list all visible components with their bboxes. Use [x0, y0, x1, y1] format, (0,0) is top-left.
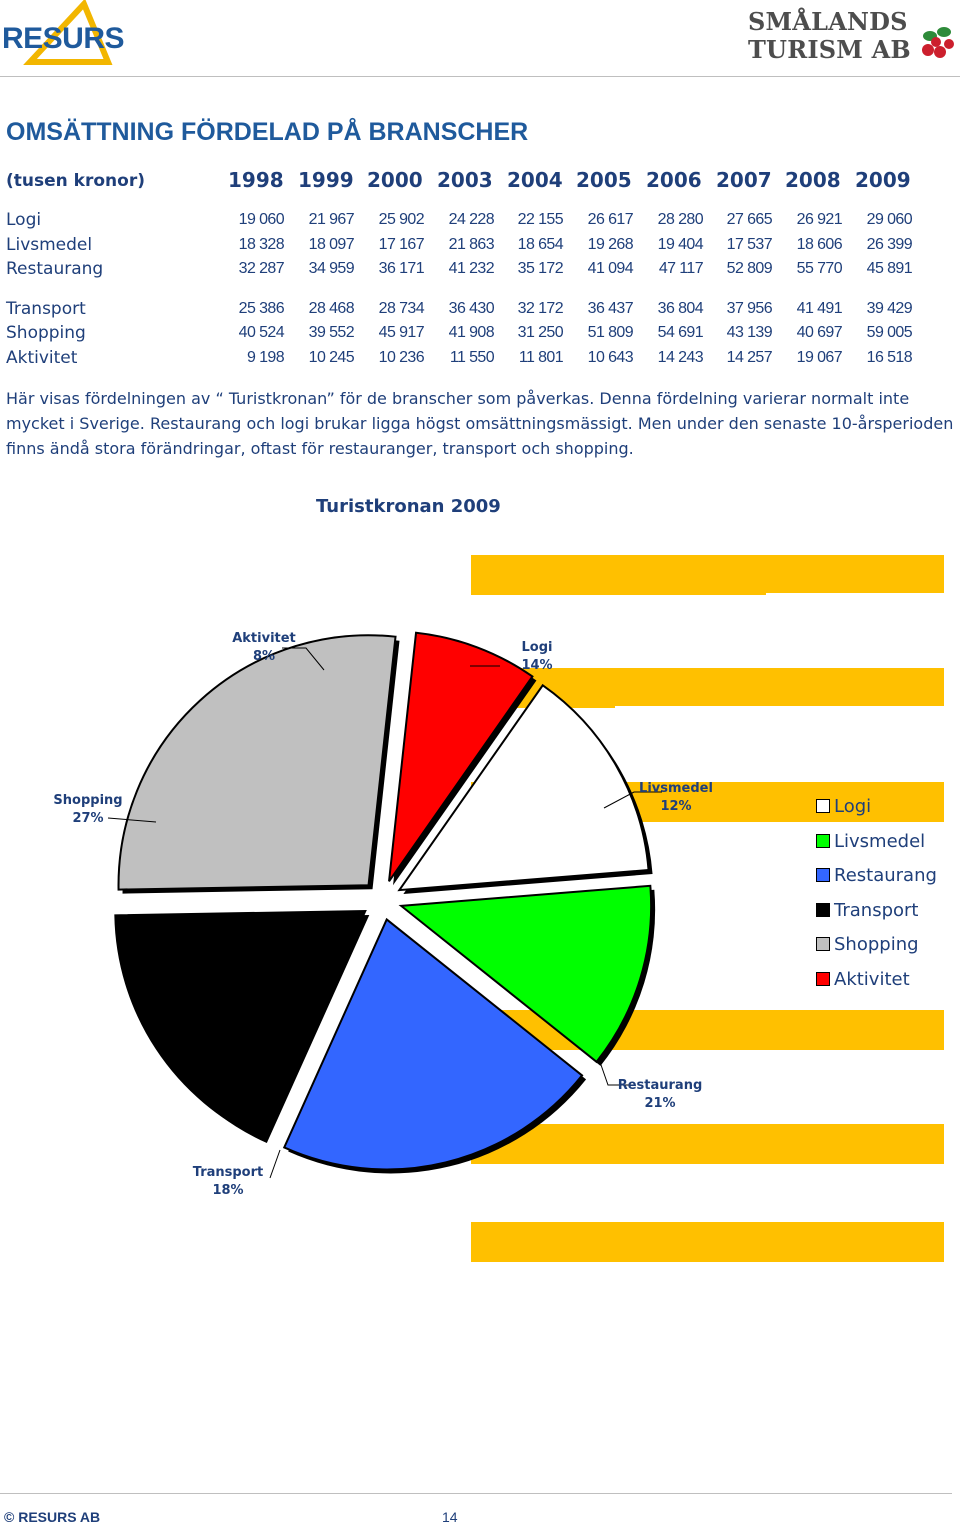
- table-cell: 18 654: [517, 236, 563, 253]
- row-label: Livsmedel: [6, 235, 93, 255]
- table-cell: 11 550: [449, 349, 494, 366]
- slice-label-livsmedel: [630, 780, 722, 816]
- row-label: Logi: [6, 210, 42, 230]
- chart-band: [471, 555, 944, 595]
- row-label: Restaurang: [6, 259, 104, 279]
- table-cell: 36 437: [587, 300, 633, 317]
- table-cell: 41 094: [587, 260, 633, 277]
- legend-item-logi: [816, 796, 871, 817]
- page-number: 14: [442, 1509, 458, 1525]
- header-divider: [0, 76, 960, 77]
- slice-label-percent: 12%: [660, 799, 692, 814]
- slice-label-name: Transport: [192, 1165, 264, 1180]
- legend-swatch: [816, 903, 830, 917]
- table-cell: 39 429: [866, 300, 912, 317]
- footer-divider: [0, 1493, 952, 1494]
- legend-label: Aktivitet: [834, 969, 910, 990]
- slice-label-percent: 27%: [72, 811, 104, 826]
- table-cell: 14 257: [726, 349, 772, 366]
- year-header: 2003: [437, 168, 493, 192]
- table-cell: 51 809: [587, 324, 633, 341]
- legend-label: Restaurang: [834, 865, 937, 886]
- slice-label-percent: 18%: [212, 1183, 244, 1198]
- chart-band: [471, 1222, 944, 1262]
- table-cell: 27 665: [726, 211, 772, 228]
- slice-label-name: Aktivitet: [232, 631, 296, 646]
- legend-swatch: [816, 972, 830, 986]
- table-cell: 24 228: [448, 211, 494, 228]
- table-cell: 22 155: [517, 211, 563, 228]
- slice-label-percent: 8%: [252, 649, 276, 664]
- table-cell: 40 697: [796, 324, 842, 341]
- footer-copyright: © RESURS AB: [4, 1509, 101, 1525]
- lingonberry-icon: [916, 16, 956, 66]
- table-cell: 29 060: [866, 211, 912, 228]
- legend-swatch: [816, 834, 830, 848]
- slice-label-name: Restaurang: [617, 1078, 703, 1093]
- resurs-logo-text: RESURS: [2, 22, 125, 55]
- legend-item-aktivitet: [816, 969, 910, 990]
- slice-label-name: Livsmedel: [639, 781, 713, 796]
- table-cell: 36 804: [657, 300, 703, 317]
- slice-label-transport: [186, 1164, 270, 1200]
- table-cell: 41 491: [796, 300, 842, 317]
- smalands-logo-line1: SMÅLANDS: [748, 7, 908, 36]
- smalands-turism-logo: [748, 7, 958, 70]
- table-cell: 21 967: [308, 211, 354, 228]
- table-cell: 28 280: [657, 211, 703, 228]
- legend-label: Livsmedel: [834, 831, 926, 852]
- table-cell: 39 552: [308, 324, 354, 341]
- slice-label-aktivitet: [222, 630, 306, 666]
- row-label: Transport: [6, 299, 86, 319]
- table-cell: 10 245: [308, 349, 354, 366]
- table-cell: 18 606: [796, 236, 842, 253]
- table-cell: 17 167: [378, 236, 424, 253]
- table-cell: 11 801: [518, 349, 563, 366]
- slice-leader-transport: [270, 1150, 280, 1178]
- table-cell: 41 232: [448, 260, 494, 277]
- table-cell: 52 809: [726, 260, 772, 277]
- table-cell: 18 328: [238, 236, 284, 253]
- table-cell: 19 060: [238, 211, 284, 228]
- chart-title: Turistkronan 2009: [316, 496, 501, 517]
- slice-label-name: Shopping: [53, 793, 123, 808]
- chart-band-gap: [766, 593, 944, 595]
- table-cell: 45 891: [866, 260, 912, 277]
- table-cell: 14 243: [657, 349, 703, 366]
- table-cell: 59 005: [866, 324, 912, 341]
- year-header: 1999: [298, 168, 354, 192]
- table-cell: 35 172: [517, 260, 563, 277]
- table-cell: 17 537: [726, 236, 772, 253]
- year-header: 2009: [855, 168, 911, 192]
- table-cell: 36 430: [448, 300, 494, 317]
- legend-label: Logi: [834, 796, 872, 817]
- year-header: 2008: [785, 168, 841, 192]
- table-cell: 34 959: [308, 260, 354, 277]
- slice-label-percent: 21%: [644, 1096, 676, 1111]
- table-cell: 9 198: [246, 349, 284, 366]
- table-cell: 36 171: [378, 260, 424, 277]
- table-cell: 16 518: [866, 349, 912, 366]
- slice-label-shopping: [48, 792, 128, 828]
- description-paragraph: Här visas fördelningen av “ Turistkronan” för de branscher som påverkas. Denna fördelning varierar normalt inte mycket i Sverige. Restaurang och logi brukar ligga högst omsättningsmässigt. Men under den senaste 10-årsperioden finns ändå stora förändringar, oftast för restauranger, transport och shopping.: [6, 389, 954, 458]
- table-cell: 31 250: [517, 324, 563, 341]
- table-cell: 18 097: [308, 236, 354, 253]
- resurs-logo: [0, 0, 130, 70]
- table-cell: 10 643: [587, 349, 633, 366]
- table-cell: 25 902: [378, 211, 424, 228]
- slice-label-logi: [505, 639, 569, 675]
- slice-label-name: Logi: [521, 640, 553, 655]
- table-cell: 10 236: [378, 349, 424, 366]
- row-label: Shopping: [6, 323, 86, 343]
- table-cell: 19 067: [796, 349, 842, 366]
- legend-item-restaurang: [816, 865, 937, 886]
- legend-label: Transport: [834, 900, 919, 921]
- table-cell: 37 956: [726, 300, 772, 317]
- table-cell: 28 468: [308, 300, 354, 317]
- table-cell: 28 734: [378, 300, 424, 317]
- legend-item-shopping: [816, 934, 919, 955]
- smalands-logo-line2: TURISM AB: [748, 35, 911, 64]
- table-cell: 26 617: [587, 211, 633, 228]
- year-header: 2005: [576, 168, 632, 192]
- table-cell: 32 172: [517, 300, 563, 317]
- table-cell: 41 908: [448, 324, 494, 341]
- row-label: Aktivitet: [6, 348, 78, 368]
- table-cell: 55 770: [796, 260, 842, 277]
- legend-item-transport: [816, 900, 918, 921]
- table-cell: 26 921: [796, 211, 842, 228]
- table-cell: 45 917: [378, 324, 424, 341]
- legend-label: Shopping: [834, 934, 919, 955]
- table-cell: 54 691: [657, 324, 703, 341]
- legend-swatch: [816, 868, 830, 882]
- pie-slice-shopping: [119, 635, 396, 889]
- page-title: OMSÄTTNING FÖRDELAD PÅ BRANSCHER: [6, 118, 529, 146]
- year-header: 2004: [507, 168, 563, 192]
- legend-swatch: [816, 937, 830, 951]
- table-cell: 40 524: [238, 324, 284, 341]
- table-cell: 19 268: [587, 236, 633, 253]
- year-header: 2007: [716, 168, 772, 192]
- legend-swatch: [816, 799, 830, 813]
- year-header: 1998: [228, 168, 284, 192]
- table-cell: 19 404: [657, 236, 703, 253]
- table-cell: 43 139: [726, 324, 772, 341]
- slice-label-percent: 14%: [521, 658, 553, 673]
- year-header: 2006: [646, 168, 702, 192]
- legend-item-livsmedel: [816, 831, 925, 852]
- year-header: 2000: [367, 168, 423, 192]
- table-cell: 25 386: [238, 300, 284, 317]
- table-cell: 32 287: [238, 260, 284, 277]
- table-cell: 26 399: [866, 236, 912, 253]
- table-cell: 47 117: [658, 260, 703, 277]
- slice-label-restaurang: [612, 1077, 708, 1113]
- table-cell: 21 863: [448, 236, 494, 253]
- table-unit-label: (tusen kronor): [6, 171, 145, 191]
